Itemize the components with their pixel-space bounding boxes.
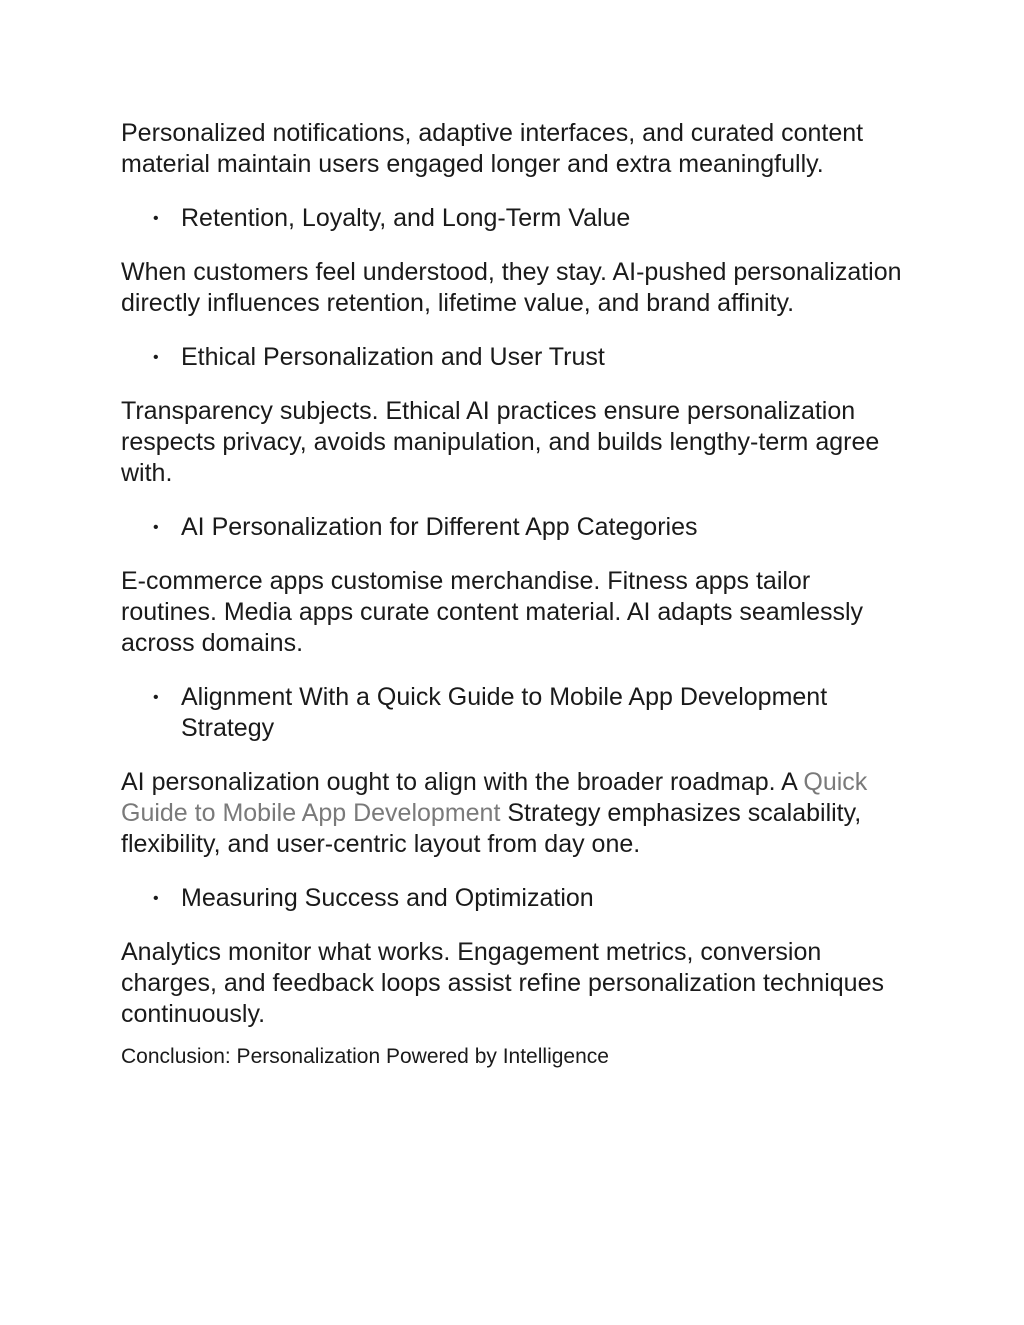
bullet-list-retention bbox=[121, 203, 911, 234]
bullet-icon: • bbox=[153, 689, 159, 706]
list-item-label: Ethical Personalization and User Trust bbox=[181, 343, 605, 371]
bullet-icon: • bbox=[153, 890, 159, 907]
list-item bbox=[121, 512, 911, 543]
paragraph-ai-roadmap bbox=[121, 767, 911, 860]
list-item bbox=[121, 682, 911, 744]
paragraph-analytics: Analytics monitor what works. Engagement metrics, conversion charges, and feedback loops assist refine personalization techniques continuously. bbox=[121, 938, 884, 1028]
paragraph-personalized-notifications: Personalized notifications, adaptive interfaces, and curated content material maintain users engaged longer and extra meaningfully. bbox=[121, 119, 864, 178]
paragraph-ecommerce-apps: E-commerce apps customise merchandise. Fitness apps tailor routines. Media apps curate content material. AI adapts seamlessly across domains. bbox=[121, 567, 864, 657]
bullet-list-app-categories bbox=[121, 512, 911, 543]
bullet-list-ethical bbox=[121, 342, 911, 373]
quick-guide-link[interactable]: Quick Guide to Mobile App Development bbox=[121, 768, 868, 827]
list-item bbox=[121, 883, 911, 914]
list-item bbox=[121, 203, 911, 234]
bullet-icon: • bbox=[153, 210, 159, 227]
list-item bbox=[121, 342, 911, 373]
list-item-label: Alignment With a Quick Guide to Mobile App Development Strategy bbox=[181, 683, 828, 742]
paragraph-customers-feel-understood: When customers feel understood, they stay. AI-pushed personalization directly influences retention, lifetime value, and brand affinity. bbox=[121, 258, 902, 317]
bullet-icon: • bbox=[153, 519, 159, 536]
list-item-label: Measuring Success and Optimization bbox=[181, 884, 594, 912]
list-item-label: Retention, Loyalty, and Long-Term Value bbox=[181, 204, 631, 232]
bullet-icon: • bbox=[153, 349, 159, 366]
paragraph-text: AI personalization ought to align with the broader roadmap. A bbox=[121, 768, 804, 796]
paragraph-text: Strategy emphasizes scalability, flexibility, and user-centric layout from day one. bbox=[121, 799, 862, 858]
document-page bbox=[121, 118, 911, 1070]
bullet-list-measuring bbox=[121, 883, 911, 914]
conclusion-heading: Conclusion: Personalization Powered by Intelligence bbox=[121, 1045, 609, 1068]
list-item-label: AI Personalization for Different App Categories bbox=[181, 513, 698, 541]
paragraph-transparency: Transparency subjects. Ethical AI practices ensure personalization respects privacy, avoids manipulation, and builds lengthy-term agree with. bbox=[121, 397, 880, 487]
bullet-list-alignment bbox=[121, 682, 911, 744]
